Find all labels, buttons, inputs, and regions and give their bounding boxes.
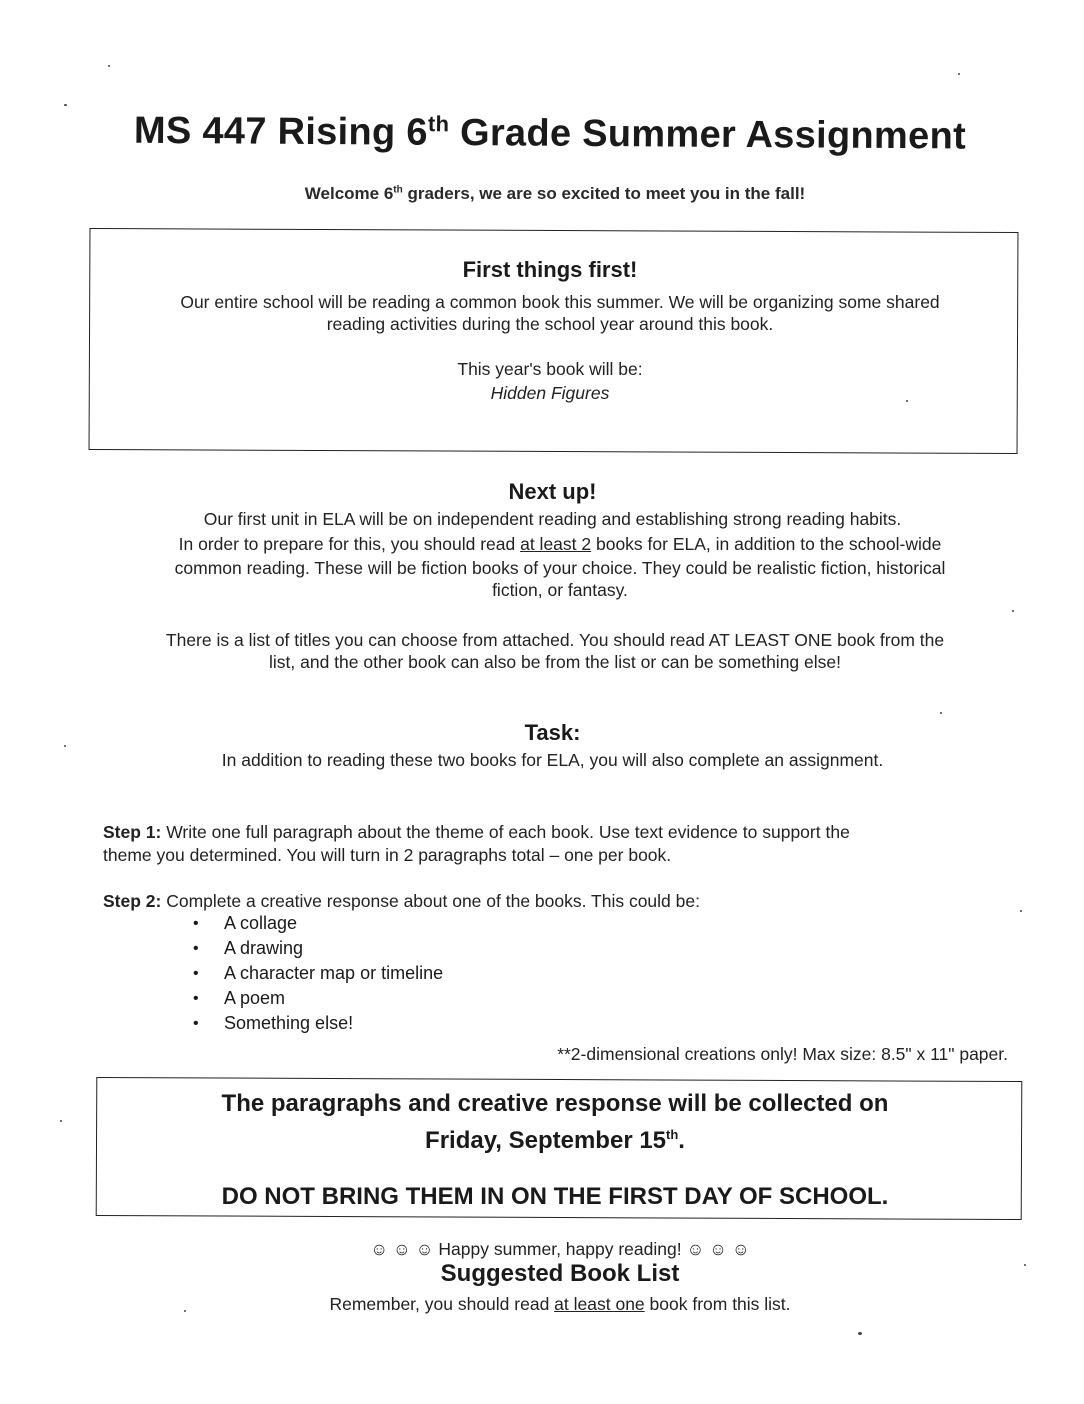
scan-speck xyxy=(858,1332,862,1335)
due-line-1: The paragraphs and creative response will be collected on xyxy=(221,1090,889,1117)
due-line-2: Friday, September 15th. xyxy=(425,1127,685,1154)
next-up-line-5: There is a list of titles you can choose from attached. You should read AT LEAST ONE book from the xyxy=(165,630,945,650)
next-up-line-6: list, and the other book can also be from the list or can be something else! xyxy=(269,652,841,672)
scan-speck xyxy=(64,745,66,747)
list-item: • A character map or timeline xyxy=(193,961,443,986)
size-note: **2-dimensional creations only! Max size: 8.5" x 11" paper. xyxy=(557,1044,1008,1064)
step-1-line-2: theme you determined. You will turn in 2 paragraphs total – one per book. xyxy=(103,845,672,865)
scan-speck xyxy=(64,104,67,106)
scan-speck xyxy=(940,712,942,714)
step-2-label: Step 2: xyxy=(103,891,162,911)
due-warning: DO NOT BRING THEM IN ON THE FIRST DAY OF SCHOOL. xyxy=(221,1183,889,1210)
task-heading: Task: xyxy=(524,720,581,745)
happy-summer-line: ☺ ☺ ☺ Happy summer, happy reading! ☺ ☺ ☺ xyxy=(370,1239,750,1259)
list-item: • A collage xyxy=(193,911,443,936)
next-up-heading: Next up! xyxy=(508,479,597,504)
next-up-line-1: Our first unit in ELA will be on independent reading and establishing strong reading habits. xyxy=(203,509,902,529)
list-item: • A poem xyxy=(193,986,443,1011)
book-list-heading: Suggested Book List xyxy=(440,1260,680,1287)
scan-speck xyxy=(906,400,908,402)
first-things-line-1: Our entire school will be reading a common book this summer. We will be organizing some shared xyxy=(180,292,940,312)
book-intro: This year's book will be: xyxy=(457,359,643,379)
scan-speck xyxy=(1024,1264,1026,1266)
scan-speck xyxy=(60,1120,62,1122)
list-item: • A drawing xyxy=(193,936,443,961)
next-up-line-3: common reading. These will be fiction books of your choice. They could be realistic fiction, historical xyxy=(174,558,946,578)
first-things-line-2: reading activities during the school year around this book. xyxy=(326,314,774,334)
page-title: MS 447 Rising 6th Grade Summer Assignment xyxy=(133,109,967,158)
first-things-heading: First things first! xyxy=(462,257,638,282)
scan-speck xyxy=(958,73,960,75)
scan-speck xyxy=(184,1310,186,1312)
scan-speck xyxy=(108,65,110,67)
creative-options-list xyxy=(193,911,443,1036)
scan-speck xyxy=(1012,610,1014,612)
welcome-line: Welcome 6th graders, we are so excited to meet you in the fall! xyxy=(304,184,806,203)
next-up-line-2: In order to prepare for this, you should read at least 2 books for ELA, in addition to the school-wide xyxy=(178,534,942,554)
step-1-label: Step 1: xyxy=(103,822,162,842)
book-title: Hidden Figures xyxy=(490,383,610,403)
step-2: Step 2: Complete a creative response about one of the books. This could be: xyxy=(103,891,700,911)
step-1: Step 1: Write one full paragraph about the theme of each book. Use text evidence to support the xyxy=(103,822,850,842)
next-up-line-4: fiction, or fantasy. xyxy=(492,580,628,600)
remember-line: Remember, you should read at least one book from this list. xyxy=(329,1294,791,1314)
scan-speck xyxy=(1020,910,1022,912)
task-intro: In addition to reading these two books for ELA, you will also complete an assignment. xyxy=(221,750,884,770)
list-item: • Something else! xyxy=(193,1011,443,1036)
